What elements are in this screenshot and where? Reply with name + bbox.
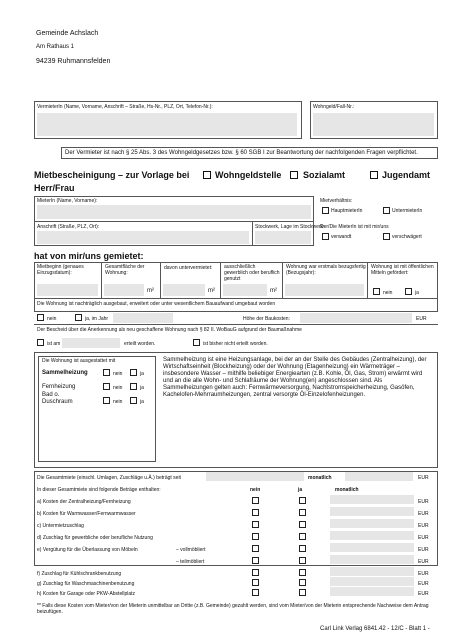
option-sozialamt-label: Sozialamt [303,170,346,180]
public-yes-checkbox[interactable] [405,288,412,295]
item-c-eur: EUR [418,523,429,529]
col-area: Gesamtfläche der Wohnung: [105,264,145,276]
extension-year-input[interactable] [113,313,173,323]
main-tenant-checkbox[interactable] [322,207,329,214]
item-b-no-checkbox[interactable] [252,509,259,516]
item-c-no-checkbox[interactable] [252,521,259,528]
col-public: Wohnung ist mit öffentlichen Mitteln gefördert: [371,264,434,276]
decision-question: Der Bescheid über die Anerkennung als neu geschaffene Wohnung nach § 82 II. WoBauG aufgrund der Baumaßnahme [37,327,302,333]
item-d-yes-checkbox[interactable] [299,533,306,540]
decision-issued-label: ist am [47,341,61,347]
tenant-floor-label: Stockwerk, Lage im Stockwerk: [255,224,325,230]
bath-label-1: Bad o. [42,392,60,398]
col-monthly: monatlich [335,487,359,493]
extension-yes-checkbox[interactable] [75,314,82,321]
item-h-yes-checkbox[interactable] [299,589,306,596]
rent-item-c: c) Untermietzuschlag [37,523,84,529]
landlord-street: Am Rathaus 1 [36,44,75,50]
col-no: nein [250,487,261,493]
floor-yes-label: ja [140,385,144,391]
sub-tenant-checkbox[interactable] [383,207,390,214]
item-b-eur: EUR [418,511,429,517]
item-c-amount[interactable] [330,519,414,528]
footer: Carl Link Verlag 6841.42 - 12/C - Blatt 1 - [320,626,430,632]
col-start: Mietbeginn (genaues Einzugsdatum): [37,264,84,276]
sub-area-unit: m² [208,288,215,294]
area-input[interactable] [104,284,144,296]
item-e2-yes-checkbox[interactable] [299,557,306,564]
option-jugendamt-checkbox[interactable] [370,171,378,179]
in-law-checkbox[interactable] [383,233,390,240]
rent-item-b: b) Kosten für Warmwasser/Fernwarmwasser [37,511,136,517]
item-a-amount[interactable] [330,495,414,504]
part-furnished-label: – teilmöbliert [176,559,205,565]
full-furnished-label: – vollmöbliert [176,547,206,553]
tenant-address-label: Anschrift (Straße, PLZ, Ort): [37,224,100,230]
start-input[interactable] [37,284,98,296]
col-commercial: ausschließlich gewerblich oder beruflich genutzt [224,264,280,282]
rent-item-e: e) Vergütung für die Überlassung von Möbeln [37,547,138,553]
floor-yes-checkbox[interactable] [130,383,137,390]
item-a-no-checkbox[interactable] [252,497,259,504]
central-no-label: nein [113,371,123,377]
total-since-input[interactable] [206,472,304,481]
item-h-no-checkbox[interactable] [252,589,259,596]
cost-input[interactable] [300,313,412,323]
floor-heating-label: Fernheizung [42,384,76,390]
cost-eur: EUR [416,316,427,322]
item-b-yes-checkbox[interactable] [299,509,306,516]
bath-no-checkbox[interactable] [103,397,110,404]
commercial-unit: m² [270,288,277,294]
item-d-no-checkbox[interactable] [252,533,259,540]
cost-label: Höhe der Baukosten: [243,316,290,322]
public-yes-label: ja [415,290,419,296]
sub-area-input[interactable] [163,284,205,296]
tenant-floor-input[interactable] [255,231,311,244]
item-h-eur: EUR [418,591,429,597]
item-e1-yes-checkbox[interactable] [299,545,306,552]
related-label: Der/Die MieterIn ist mit mir/uns [320,224,389,230]
floor-no-label: nein [113,385,123,391]
extension-yes-label: ja, im Jahr [85,316,109,322]
flat-input[interactable] [313,113,434,136]
decision-date-input[interactable] [62,338,120,348]
option-jugendamt-label: Jugendamt [382,170,431,180]
public-no-label: nein [383,290,393,296]
total-eur: EUR [418,475,429,481]
ready-year-input[interactable] [285,284,364,296]
footnote: ** Falls diese Kosten vom Mieter/von der Mieterin unmittelbar an Dritte (z.B. Gemeinde) gezahlt werden, sind vom Mieter/von der Mieterin entsprechende Nachweise dem Antrag beizufügen. [37,603,429,615]
included-label: In dieser Gesamtmiete sind folgende Beträge enthalten: [37,487,161,493]
option-sozialamt-checkbox[interactable] [290,171,298,179]
item-d-eur: EUR [418,535,429,541]
central-no-checkbox[interactable] [103,369,110,376]
commercial-input[interactable] [223,284,267,296]
rented-heading: hat von mir/uns gemietet: [34,251,144,261]
item-e1-amount[interactable] [330,543,414,552]
extension-question: Die Wohnung ist nachträglich ausgebaut, erweitert oder unter wesentlichem Bauaufwand umgebaut worden [37,301,276,307]
rent-item-g: g) Zuschlag für Waschmaschinenbenutzung [37,581,135,587]
item-d-amount[interactable] [330,531,414,540]
central-yes-label: ja [140,371,144,377]
landlord-city: 94239 Ruhmannsfelden [36,58,111,65]
total-monthly-label: monatlich [308,475,332,481]
rent-item-d: d) Zuschlag für gewerbliche oder berufliche Nutzung [37,535,153,541]
total-amount-input[interactable] [345,472,413,481]
item-e2-amount[interactable] [330,555,414,564]
item-e1-no-checkbox[interactable] [252,545,259,552]
landlord-label: VermieterIn (Name, Vorname, Anschrift – Straße, Hs-Nr., PLZ, Ort, Telefon-Nr.): [37,104,213,110]
landlord-input[interactable] [37,113,297,136]
related-checkbox[interactable] [322,233,329,240]
item-e2-eur: EUR [418,559,429,565]
col-ready: Wohnung war erstmals bezugsfertig (Bezugsjahr): [286,264,366,276]
area-unit: m² [147,288,154,294]
col-yes: ja [298,487,303,493]
tenant-name-label: MieterIn (Name, Vorname): [37,198,98,204]
central-yes-checkbox[interactable] [130,369,137,376]
item-g-amount[interactable] [330,577,414,586]
item-f-yes-checkbox[interactable] [299,569,306,576]
tenant-name-input[interactable] [37,205,311,219]
option-wohngeldstelle-checkbox[interactable] [203,171,211,179]
rent-item-f: f) Zuschlag für Kühlschrankbenutzung [37,571,122,577]
relation-label: Mietverhältnis: [320,198,353,204]
decision-not-label: ist bisher nicht erteilt worden. [203,341,268,347]
salutation: Herr/Frau [34,183,75,193]
item-e1-eur: EUR [418,547,429,553]
item-a-eur: EUR [418,499,429,505]
decision-granted: erteilt worden. [124,341,156,347]
item-a-yes-checkbox[interactable] [299,497,306,504]
related-text: verwandt [331,234,352,240]
rent-item-h: h) Kosten für Garage oder PKW-Abstellplatz [37,591,136,597]
item-g-yes-checkbox[interactable] [299,579,306,586]
notice-text: Der Vermieter ist nach § 25 Abs. 3 des Wohngeldgesetzes bzw. § 60 SGB I zur Beantwortung der nachfolgenden Fragen verpflichtet. [65,150,418,156]
total-rent-label: Die Gesamtmiete (einschl. Umlagen, Zuschläge u.Ä.) beträgt seit [37,475,181,481]
landlord-name: Gemeinde Achslach [36,30,99,37]
option-wohngeldstelle-label: Wohngeldstelle [215,170,282,180]
bath-no-label: nein [113,399,123,405]
rent-item-a: a) Kosten der Zentralheizung/Fernheizung [37,499,131,505]
in-law-text: verschwägert [392,234,422,240]
central-heating-label: Sammelheizung [42,370,88,376]
flat-label: Wohngeld/Fall-Nr.: [313,104,355,110]
main-tenant-label: HauptmieterIn [331,208,363,214]
item-g-eur: EUR [418,581,429,587]
item-h-amount[interactable] [330,587,414,596]
decision-issued-checkbox[interactable] [37,339,44,346]
tenant-address-input[interactable] [37,231,249,244]
public-no-checkbox[interactable] [373,288,380,295]
sub-tenant-label: UntermieterIn [392,208,423,214]
item-f-no-checkbox[interactable] [252,569,259,576]
item-c-yes-checkbox[interactable] [299,521,306,528]
equipment-heading: Die Wohnung ist ausgestattet mit [42,358,116,364]
bath-yes-checkbox[interactable] [130,397,137,404]
extension-no-checkbox[interactable] [37,314,44,321]
floor-no-checkbox[interactable] [103,383,110,390]
bath-label-2: Duschraum [42,399,73,405]
item-b-amount[interactable] [330,507,414,516]
page-title: Mietbescheinigung – zur Vorlage bei [34,170,190,180]
item-f-amount[interactable] [330,567,414,576]
item-f-eur: EUR [418,571,429,577]
decision-not-checkbox[interactable] [193,339,200,346]
heating-explanation: Sammelheizung ist eine Heizungsanlage, bei der an der Stelle des Gebäudes (Zentralheizung), der Wirtschaftseinheit (Blockheizung) oder der Wohnung (Etagenheizung) ein Wärmeträger – insbesondere Wasser – mithilfe beliebiger Energiearten (z.B. Kohle, Öl, Gas, Strom) erwärmt wird und an die alle Wohn- und Schlafräume der Wohnung(en) angeschlossen sind. Als Sammelheizungen gelten auch: Fernwärmeversorgung, Nachtstromspeicherheizung, Gasöfen, Kachelofen-Mehrraumheizungen, zentral versorgte Öl-Einzelofenheizungen. [163,357,427,398]
extension-no-label: nein [47,316,57,322]
bath-yes-label: ja [140,399,144,405]
col-sub: davon untervermietet: [164,265,213,271]
item-e2-no-checkbox[interactable] [252,557,259,564]
item-g-no-checkbox[interactable] [252,579,259,586]
